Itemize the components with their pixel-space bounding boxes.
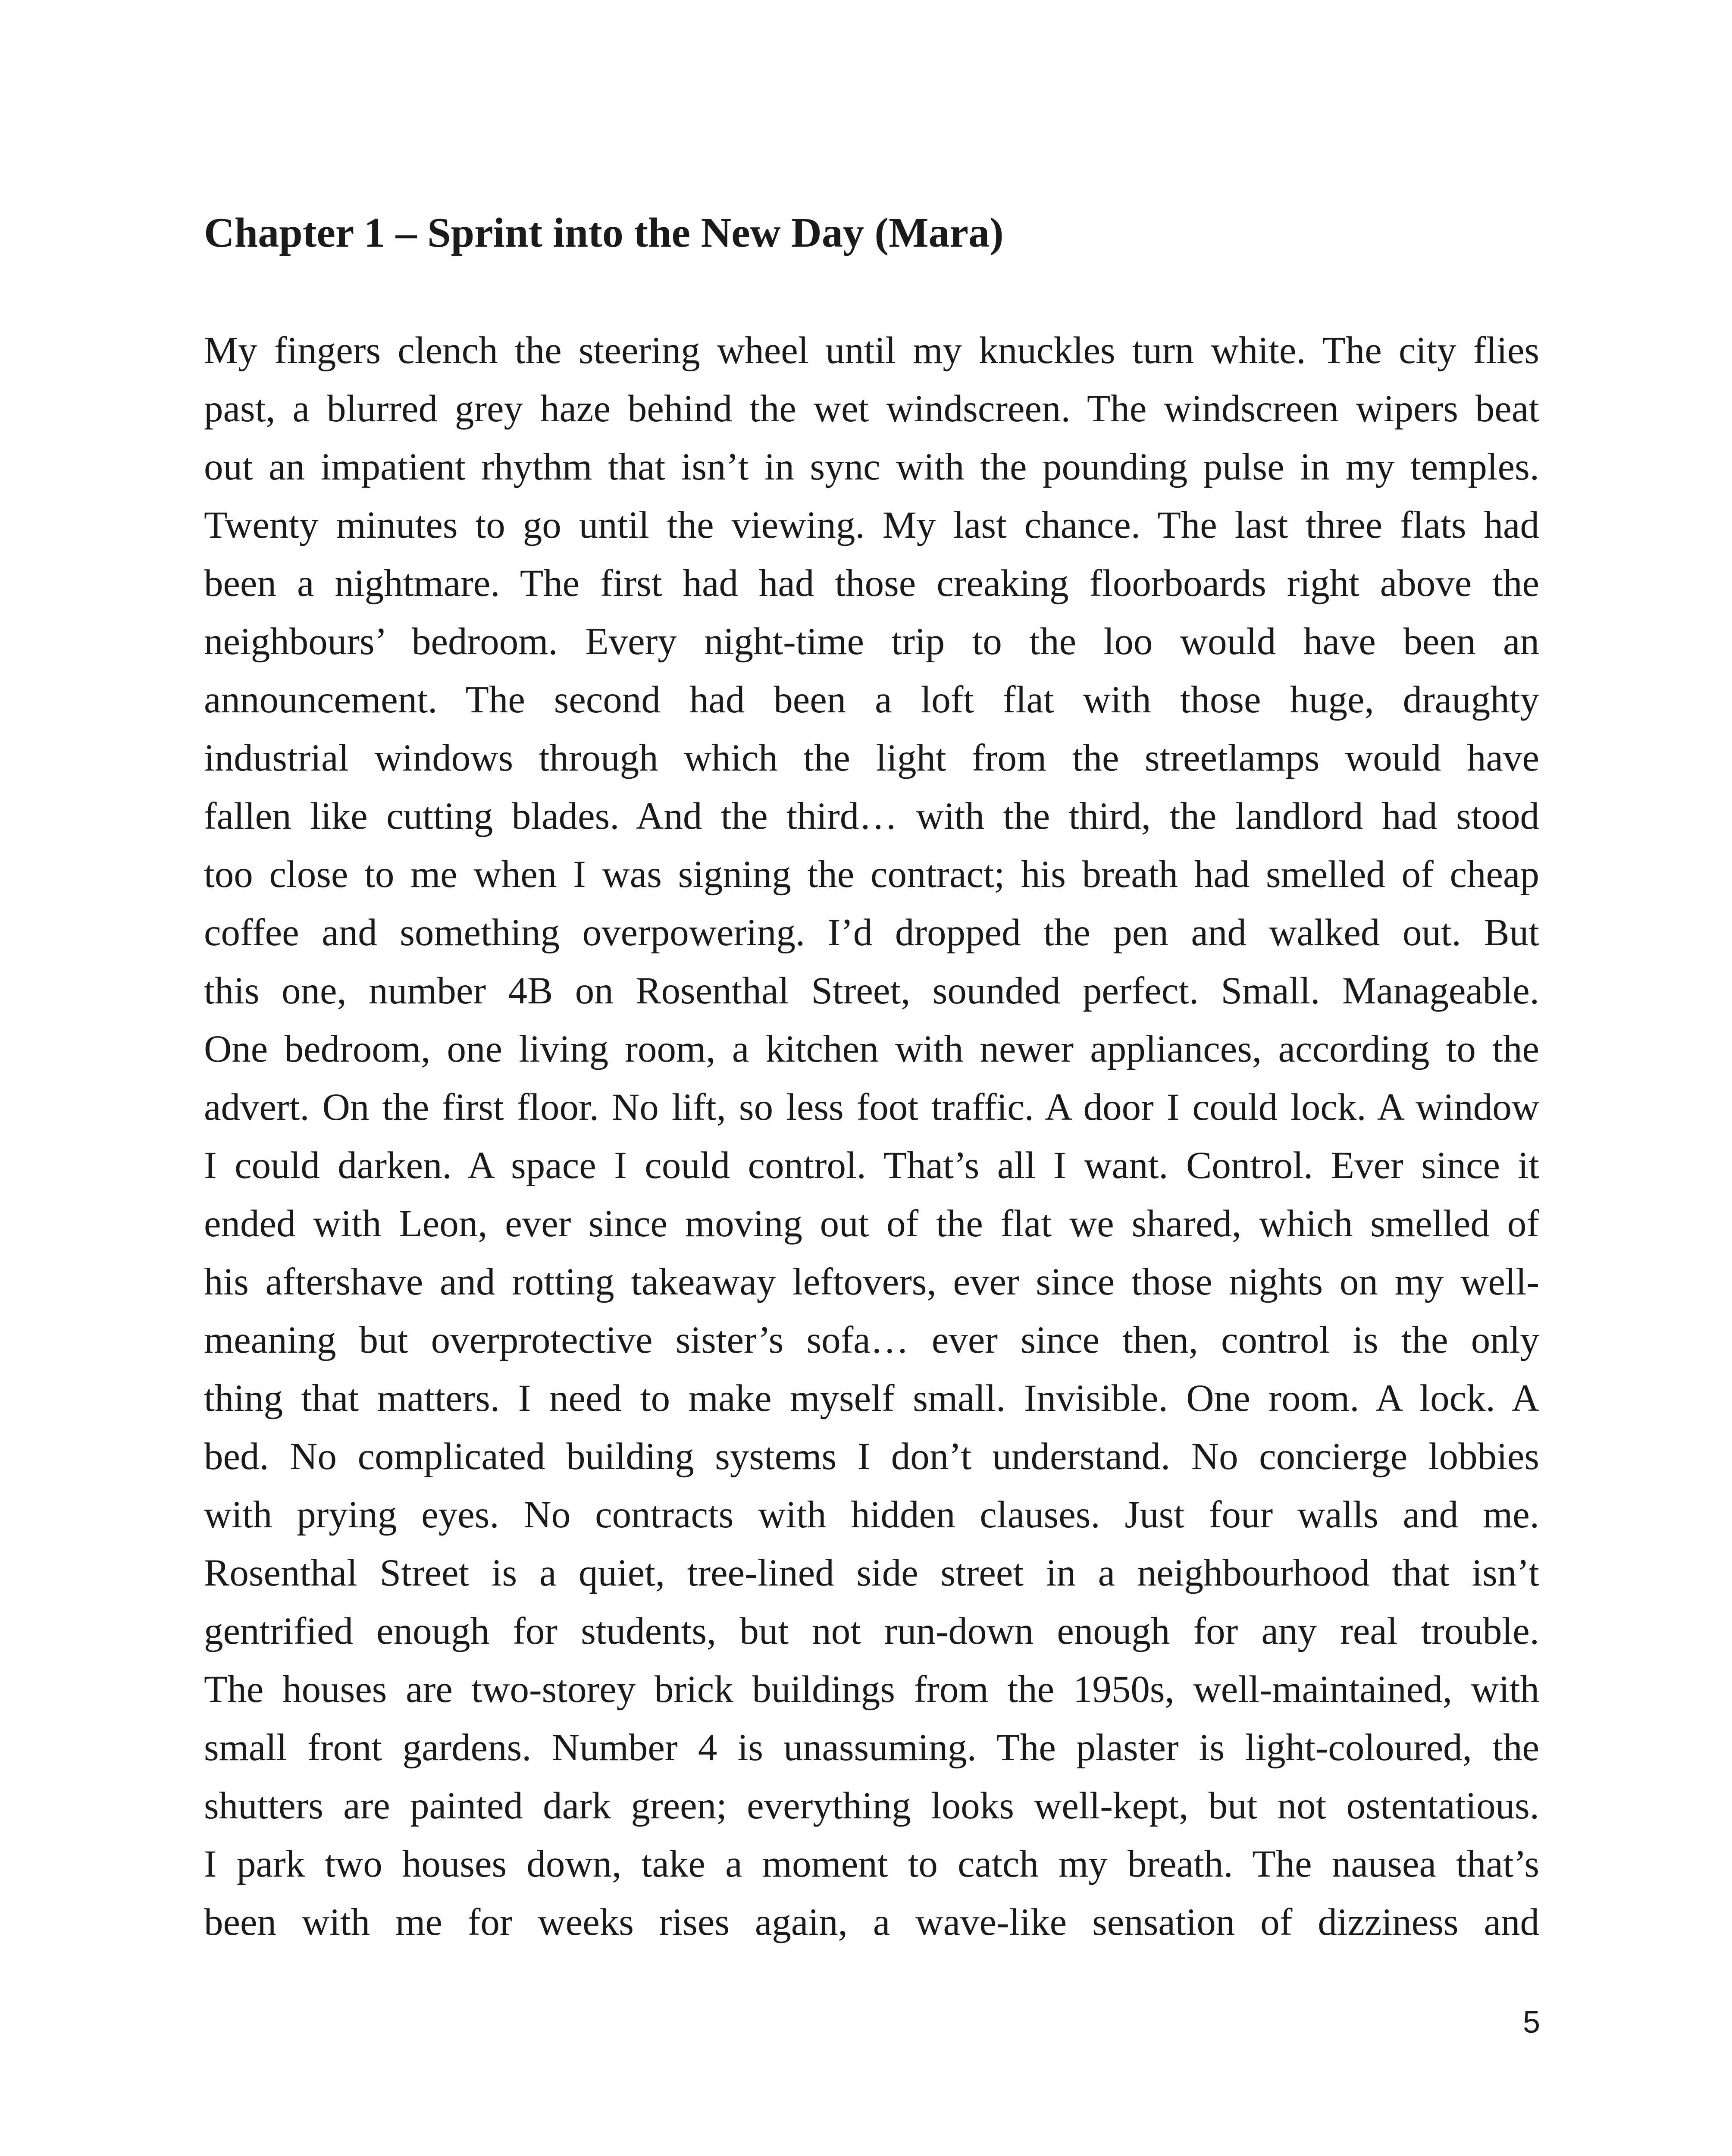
text-line: past, a blurred grey haze behind the wet windscreen. The windscreen wipers beat bbox=[204, 388, 1539, 430]
body-paragraph bbox=[204, 322, 1539, 1952]
text-line: advert. On the first floor. No lift, so less foot traffic. A door I could lock. A window bbox=[204, 1086, 1539, 1128]
text-line: bed. No complicated building systems I don’t understand. No concierge lobbies bbox=[204, 1435, 1539, 1478]
text-line: Rosenthal Street is a quiet, tree-lined side street in a neighbourhood that isn’t bbox=[204, 1552, 1539, 1594]
text-line: industrial windows through which the light from the streetlamps would have bbox=[204, 737, 1539, 779]
text-line: shutters are painted dark green; everything looks well-kept, but not ostentatious. bbox=[204, 1785, 1539, 1827]
text-line: fallen like cutting blades. And the third… with the third, the landlord had stood bbox=[204, 795, 1539, 837]
text-line: I could darken. A space I could control. That’s all I want. Control. Ever since it bbox=[204, 1144, 1539, 1187]
text-line: gentrified enough for students, but not run-down enough for any real trouble. bbox=[204, 1610, 1539, 1652]
text-line: meaning but overprotective sister’s sofa… ever since then, control is the only bbox=[204, 1319, 1539, 1361]
text-line: ended with Leon, ever since moving out of the flat we shared, which smelled of bbox=[204, 1203, 1539, 1245]
text-line: been a nightmare. The first had had those creaking floorboards right above the bbox=[204, 562, 1539, 605]
text-line: One bedroom, one living room, a kitchen with newer appliances, according to the bbox=[204, 1028, 1539, 1070]
text-line: I park two houses down, take a moment to catch my breath. The nausea that’s bbox=[204, 1843, 1539, 1885]
text-line: out an impatient rhythm that isn’t in sync with the pounding pulse in my temples. bbox=[204, 446, 1539, 488]
text-line: My fingers clench the steering wheel until my knuckles turn white. The city flies bbox=[204, 329, 1539, 372]
chapter-title: Chapter 1 – Sprint into the New Day (Mara) bbox=[204, 210, 1004, 256]
text-line: with prying eyes. No contracts with hidden clauses. Just four walls and me. bbox=[204, 1494, 1539, 1536]
text-line: coffee and something overpowering. I’d dropped the pen and walked out. But bbox=[204, 912, 1539, 954]
text-line: his aftershave and rotting takeaway leftovers, ever since those nights on my well- bbox=[204, 1261, 1539, 1303]
text-line: The houses are two-storey brick buildings from the 1950s, well-maintained, with bbox=[204, 1668, 1539, 1711]
text-line: small front gardens. Number 4 is unassuming. The plaster is light-coloured, the bbox=[204, 1727, 1539, 1769]
text-line: too close to me when I was signing the contract; his breath had smelled of cheap bbox=[204, 853, 1539, 896]
text-line: Twenty minutes to go until the viewing. My last chance. The last three flats had bbox=[204, 504, 1539, 546]
text-line: neighbours’ bedroom. Every night-time trip to the loo would have been an bbox=[204, 620, 1539, 663]
text-line: this one, number 4B on Rosenthal Street, sounded perfect. Small. Manageable. bbox=[204, 970, 1539, 1012]
text-line: announcement. The second had been a loft flat with those huge, draughty bbox=[204, 679, 1539, 721]
text-line: been with me for weeks rises again, a wave-like sensation of dizziness and bbox=[204, 1901, 1539, 1943]
text-line: thing that matters. I need to make myself small. Invisible. One room. A lock. A bbox=[204, 1377, 1539, 1420]
page-number: 5 bbox=[1522, 2005, 1540, 2040]
